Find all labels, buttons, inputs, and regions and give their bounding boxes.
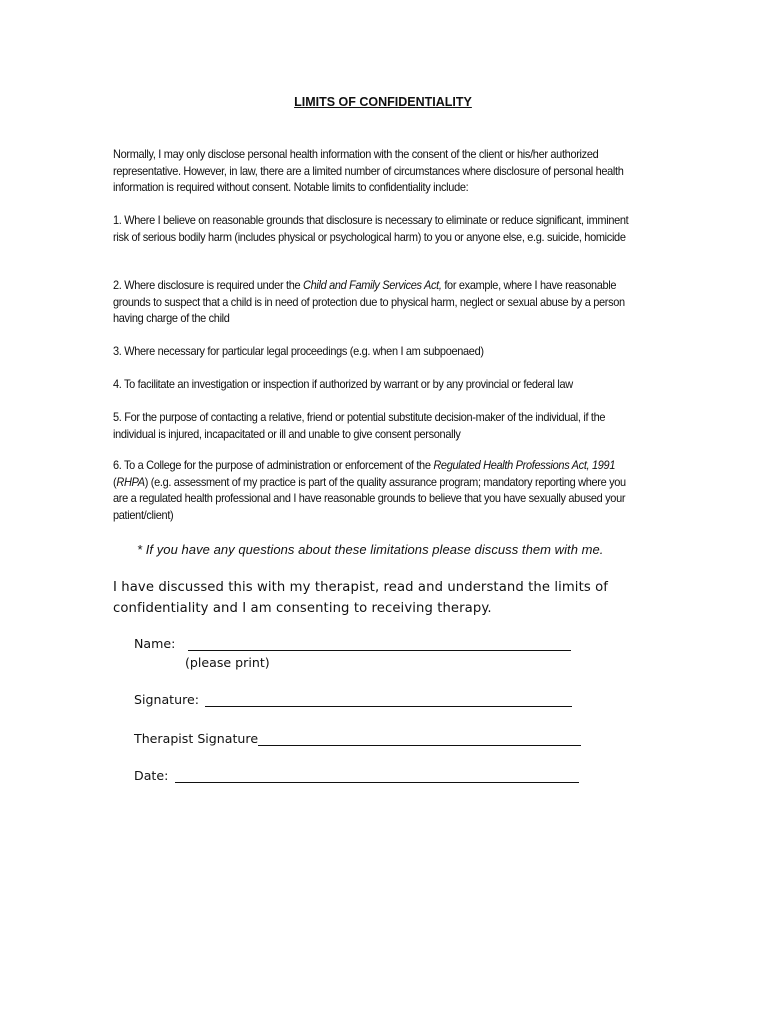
limit-item-2-before: 2. Where disclosure is required under the xyxy=(113,278,304,292)
date-label: Date: xyxy=(134,768,169,783)
limit-item-2-act: Child and Family Services Act, xyxy=(303,278,442,292)
limit-item-6-before: 6. To a College for the purpose of administration or enforcement of the xyxy=(113,458,434,472)
limit-item-6 xyxy=(113,457,634,523)
limit-item-2-after: for example, where I have reasonable grounds to suspect that a child is in need of protection due to physical harm, neglect or sexual abuse by a person having charge of the child xyxy=(113,278,625,325)
name-label: Name: xyxy=(134,636,176,651)
name-hint: (please print) xyxy=(185,655,270,670)
limit-item-6-after: ) (e.g. assessment of my practice is part of the quality assurance program; mandatory reporting where you are a regulated health professional and I have reasonable grounds to believe that you have sexually abused your patient/client) xyxy=(113,474,626,522)
therapist-signature-line[interactable] xyxy=(258,731,581,746)
limit-item-6-middle: ( xyxy=(113,474,117,489)
limit-item-1: 1. Where I believe on reasonable grounds that disclosure is necessary to eliminate or reduce significant, imminent risk of serious bodily harm (includes physical or psychological harm) to you or anyone else, e.g. suicide, homicide xyxy=(113,213,629,244)
signature-line[interactable] xyxy=(205,692,572,707)
therapist-signature-label: Therapist Signature xyxy=(134,731,259,746)
intro-paragraph: Normally, I may only disclose personal health information with the consent of the client or his/her authorized representative. However, in law, there are a limited number of circumstances where disclosure of personal health information is required without consent. Notable limits to confidentiality include: xyxy=(113,147,624,194)
limit-item-2 xyxy=(113,277,634,327)
therapist-signature-field xyxy=(134,731,581,746)
limit-item-6-act: Regulated Health Professions Act, 1991 xyxy=(433,458,616,472)
signature-field xyxy=(134,692,572,707)
name-field xyxy=(134,636,571,651)
date-line[interactable] xyxy=(175,768,579,783)
questions-note: * If you have any questions about these limitations please discuss them with me. xyxy=(137,542,604,557)
date-field xyxy=(134,768,579,783)
limit-item-4: 4. To facilitate an investigation or inspection if authorized by warrant or by any provincial or federal law xyxy=(113,377,573,391)
document-title: LIMITS OF CONFIDENTIALITY xyxy=(294,95,472,109)
limit-item-6-rhpa: RHPA xyxy=(116,474,145,489)
consent-statement: I have discussed this with my therapist, read and understand the limits of confidentiality and I am consenting to receiving therapy. xyxy=(113,580,609,616)
limit-item-5: 5. For the purpose of contacting a relative, friend or potential substitute decision-maker of the individual, if the individual is injured, incapacitated or ill and unable to give consent personally xyxy=(113,410,606,441)
limit-item-3: 3. Where necessary for particular legal proceedings (e.g. when I am subpoenaed) xyxy=(113,344,484,358)
signature-label: Signature: xyxy=(134,692,199,707)
name-line[interactable] xyxy=(188,636,571,651)
